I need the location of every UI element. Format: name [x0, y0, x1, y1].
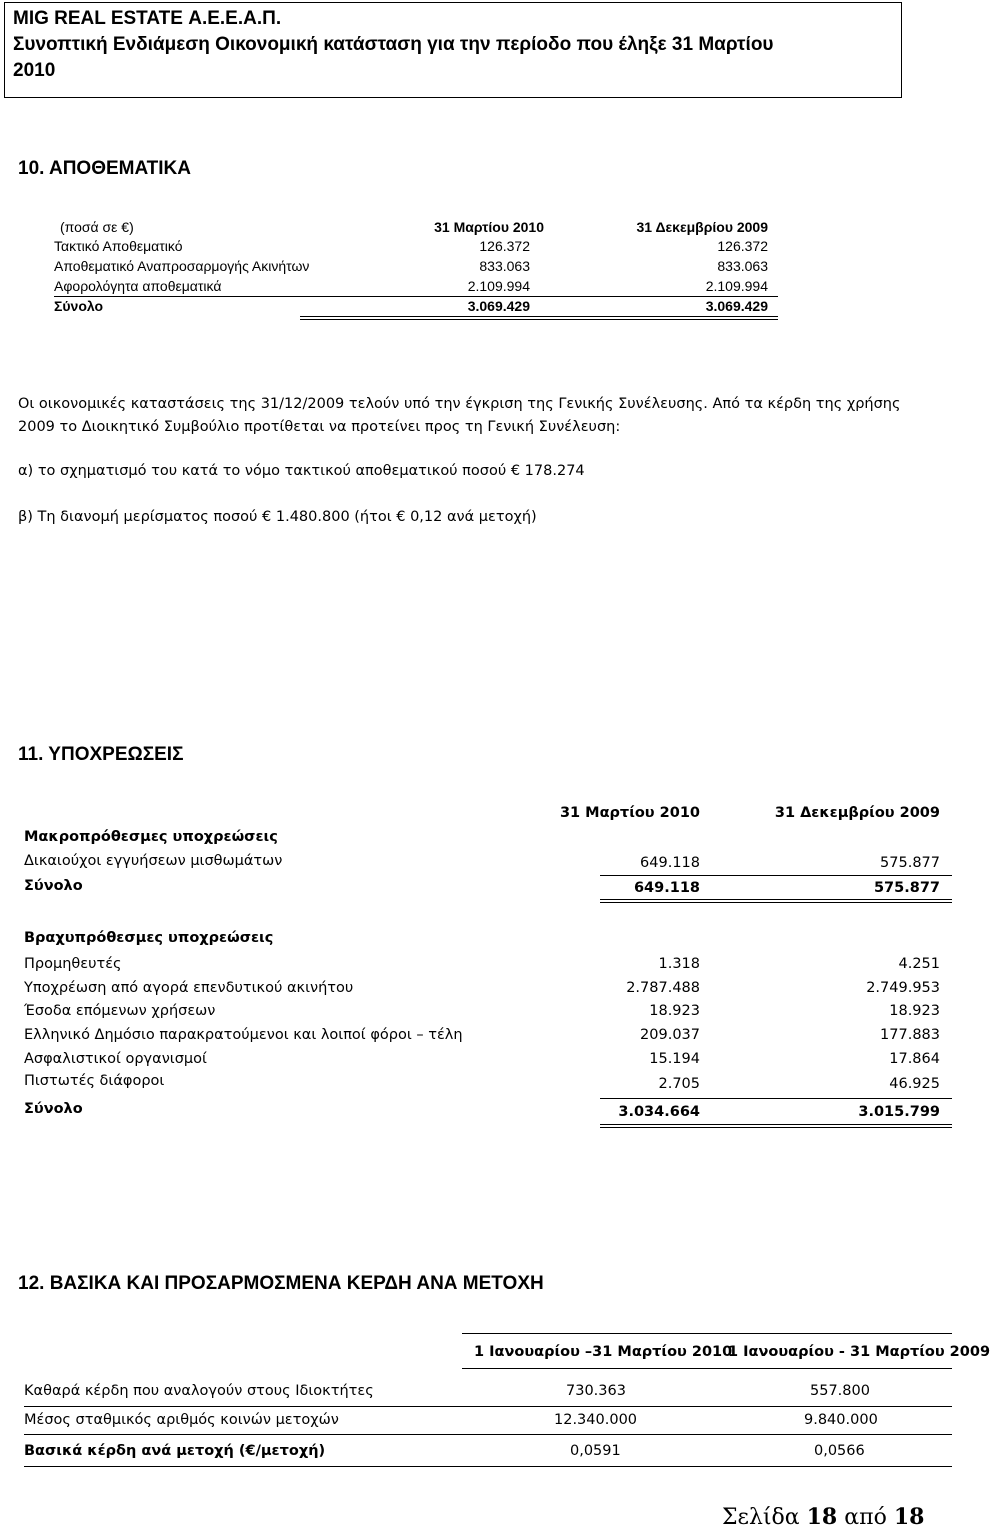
- report-subtitle: Συνοπτική Ενδιάμεση Οικονομική κατάσταση για την περίοδο που έληξε 31 Μαρτίου: [13, 34, 774, 55]
- section-title-reserves: 10. ΑΠΟΘΕΜΑΤΙΚΑ: [18, 158, 191, 179]
- eps-col2-header: 1 Ιανουαρίου - 31 Μαρτίου 2009: [728, 1344, 990, 1360]
- row-value-2010: 833.063: [479, 258, 530, 274]
- short-term-heading: Βραχυπρόθεσμες υποχρεώσεις: [24, 930, 274, 946]
- page-current: 18: [806, 1504, 838, 1530]
- page-of-word: από: [844, 1505, 887, 1530]
- row-label: Καθαρά κέρδη που αναλογούν στους Ιδιοκτήτες: [24, 1383, 374, 1399]
- total-double-rule: [600, 902, 952, 903]
- unit-label: (ποσά σε €): [60, 219, 134, 235]
- eps-col1-header: 1 Ιανουαρίου –31 Μαρτίου 2010: [474, 1344, 733, 1360]
- row-value-2009: 18.923: [889, 1003, 940, 1019]
- row-value-2010: 15.194: [649, 1051, 700, 1067]
- row-label: Μέσος σταθμικός αριθμός κοινών μετοχών: [24, 1412, 339, 1428]
- row-rule: [24, 1466, 952, 1467]
- reserves-col1-header: 31 Μαρτίου 2010: [434, 219, 544, 235]
- row-value-2009: 575.877: [880, 855, 940, 871]
- total-value-2009: 3.015.799: [858, 1104, 940, 1120]
- subtotal-rule: [54, 296, 778, 297]
- long-term-heading: Μακροπρόθεσμες υποχρεώσεις: [24, 829, 278, 845]
- reserves-note-line1: Οι οικονομικές καταστάσεις της 31/12/2009 τελούν υπό την έγκριση της Γενικής Συνέλευσης. Από τα κέρδη της χρήσης: [18, 396, 901, 412]
- row-value-2009: 2.749.953: [866, 980, 940, 996]
- page-number: [722, 1504, 924, 1530]
- subtotal-rule: [600, 875, 952, 876]
- section-title-eps: 12. ΒΑΣΙΚΑ ΚΑΙ ΠΡΟΣΑΡΜΟΣΜΕΝΑ ΚΕΡΔΗ ΑΝΑ ΜΕΤΟΧΗ: [18, 1273, 544, 1294]
- row-label: Αποθεματικό Αναπροσαρμογής Ακινήτων: [54, 258, 310, 274]
- row-value-2010: 18.923: [649, 1003, 700, 1019]
- total-value-2009: 0,0566: [814, 1443, 865, 1459]
- liabilities-col1-header: 31 Μαρτίου 2010: [559, 805, 700, 821]
- row-label: Ελληνικό Δημόσιο παρακρατούμενοι και λοιποί φόροι – τέλη: [24, 1027, 463, 1043]
- row-value-2009: 557.800: [810, 1383, 870, 1399]
- row-value-2010: 126.372: [479, 238, 530, 254]
- total-value-2010: 0,0591: [570, 1443, 621, 1459]
- total-value-2010: 649.118: [633, 880, 700, 896]
- document-header: [4, 2, 902, 98]
- total-label: Σύνολο: [24, 1101, 83, 1117]
- row-label: Ασφαλιστικοί οργανισμοί: [24, 1051, 207, 1067]
- proposal-item-a: α) το σχηματισμό του κατά το νόμο τακτικού αποθεματικού ποσού € 178.274: [18, 463, 585, 479]
- total-label: Σύνολο: [24, 878, 83, 894]
- total-rule: [300, 316, 778, 317]
- total-double-rule: [300, 319, 778, 320]
- reserves-note-line2: 2009 το Διοικητικό Συμβούλιο προτίθεται να προτείνει προς τη Γενική Συνέλευση:: [18, 419, 621, 435]
- total-value-2009: 575.877: [873, 880, 940, 896]
- row-value-2009: 177.883: [880, 1027, 940, 1043]
- report-subtitle-year: 2010: [13, 60, 56, 81]
- row-value-2009: 46.925: [889, 1076, 940, 1092]
- row-value-2010: 2.109.994: [467, 278, 530, 294]
- row-value-2010: 730.363: [566, 1383, 626, 1399]
- eps-header-bottom-rule: [462, 1368, 952, 1369]
- row-value-2010: 1.318: [658, 956, 700, 972]
- row-value-2009: 833.063: [717, 258, 768, 274]
- row-label: Υποχρέωση από αγορά επενδυτικού ακινήτου: [24, 980, 354, 996]
- row-label: Τακτικό Αποθεματικό: [54, 238, 183, 254]
- section-title-liabilities: 11. ΥΠΟΧΡΕΩΣΕΙΣ: [18, 744, 184, 765]
- liabilities-col2-header: 31 Δεκεμβρίου 2009: [774, 805, 940, 821]
- proposal-item-b: β) Τη διανομή μερίσματος ποσού € 1.480.800 (ήτοι € 0,12 ανά μετοχή): [18, 509, 537, 525]
- page-total: 18: [893, 1504, 925, 1530]
- reserves-col2-header: 31 Δεκεμβρίου 2009: [636, 219, 768, 235]
- row-value-2009: 4.251: [898, 956, 940, 972]
- row-value-2010: 2.705: [658, 1076, 700, 1092]
- row-rule: [24, 1434, 952, 1435]
- company-name: MIG REAL ESTATE Α.Ε.Ε.Α.Π.: [13, 8, 282, 29]
- row-value-2010: 12.340.000: [554, 1412, 638, 1428]
- row-label: Αφορολόγητα αποθεματικά: [54, 278, 222, 294]
- eps-header-rule: [462, 1333, 952, 1334]
- row-value-2009: 9.840.000: [804, 1412, 878, 1428]
- row-value-2010: 2.787.488: [626, 980, 700, 996]
- total-value-2009: 3.069.429: [705, 298, 768, 314]
- total-rule: [600, 899, 952, 900]
- row-label: Πιστωτές διάφοροι: [24, 1073, 165, 1089]
- total-double-rule: [600, 1127, 952, 1128]
- total-value-2010: 3.034.664: [618, 1104, 700, 1120]
- total-rule: [600, 1124, 952, 1125]
- subtotal-rule: [600, 1098, 952, 1099]
- total-label: Σύνολο: [54, 298, 104, 314]
- row-value-2009: 2.109.994: [705, 278, 768, 294]
- row-value-2009: 126.372: [717, 238, 768, 254]
- total-value-2010: 3.069.429: [467, 298, 530, 314]
- total-label: Βασικά κέρδη ανά μετοχή (€/μετοχή): [24, 1443, 326, 1459]
- row-label: Προμηθευτές: [24, 956, 122, 972]
- row-value-2009: 17.864: [889, 1051, 940, 1067]
- row-label: Έσοδα επόμενων χρήσεων: [24, 1003, 216, 1019]
- row-rule: [24, 1406, 952, 1407]
- row-value-2010: 649.118: [640, 855, 700, 871]
- page-word: Σελίδα: [722, 1505, 800, 1530]
- row-label: Δικαιούχοι εγγυήσεων μισθωμάτων: [24, 853, 283, 869]
- row-value-2010: 209.037: [640, 1027, 700, 1043]
